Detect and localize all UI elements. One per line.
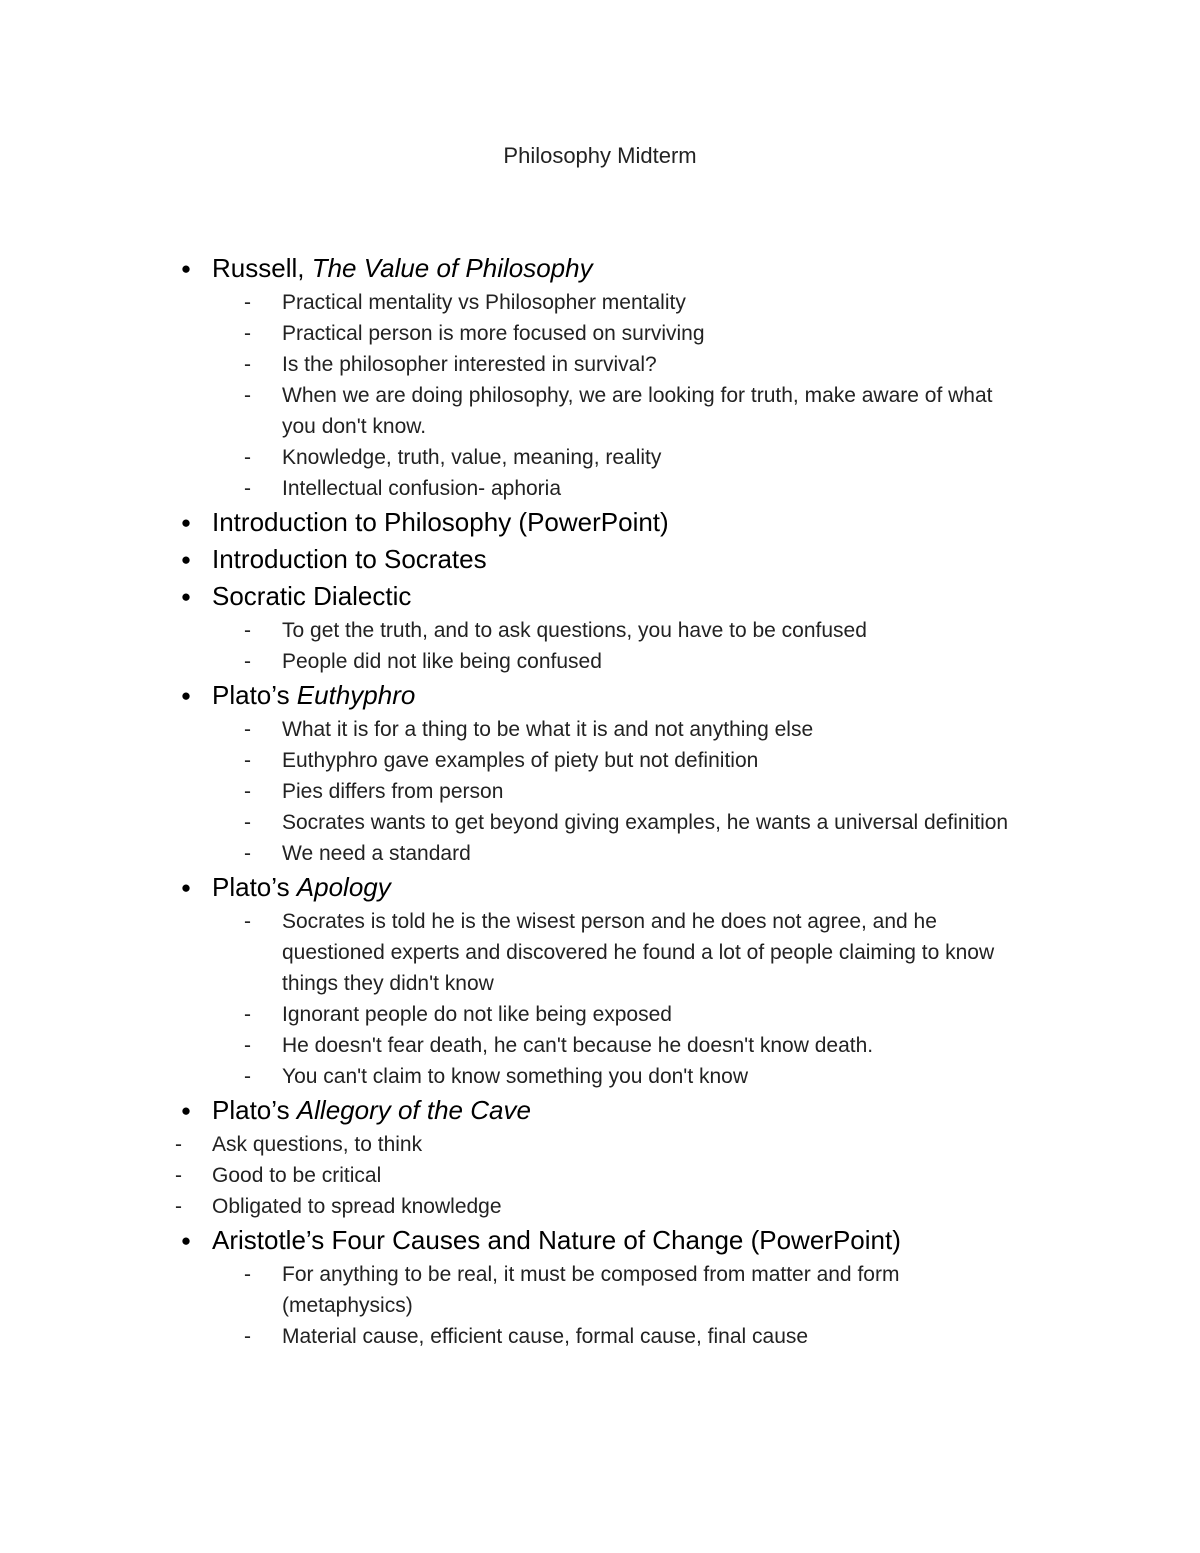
note-list bbox=[0, 1129, 1200, 1222]
section-heading bbox=[0, 578, 1200, 615]
bullet-icon: ● bbox=[180, 550, 192, 569]
dash-icon: - bbox=[244, 446, 251, 469]
dash-icon: - bbox=[244, 1325, 251, 1348]
note-item bbox=[0, 745, 1200, 776]
note-text: People did not like being confused bbox=[282, 650, 602, 673]
note-item bbox=[0, 1321, 1200, 1352]
note-text: Is the philosopher interested in survival? bbox=[282, 353, 657, 376]
note-item bbox=[0, 646, 1200, 677]
note-text: For anything to be real, it must be composed from matter and form (metaphysics) bbox=[282, 1263, 900, 1317]
dash-icon: - bbox=[244, 291, 251, 314]
outline-section bbox=[0, 677, 1200, 869]
outline-section bbox=[0, 504, 1200, 541]
note-text: Practical person is more focused on surviving bbox=[282, 322, 705, 345]
dash-icon: - bbox=[244, 718, 251, 741]
dash-icon: - bbox=[244, 811, 251, 834]
section-heading bbox=[0, 504, 1200, 541]
bullet-icon: ● bbox=[180, 878, 192, 897]
section-heading-text: Russell, bbox=[212, 253, 312, 283]
dash-icon: - bbox=[244, 322, 251, 345]
note-item bbox=[0, 615, 1200, 646]
dash-icon: - bbox=[244, 650, 251, 673]
dash-icon: - bbox=[244, 749, 251, 772]
dash-icon: - bbox=[244, 842, 251, 865]
note-text: Intellectual confusion- aphoria bbox=[282, 477, 562, 500]
note-item bbox=[0, 906, 1200, 999]
note-text: Socrates is told he is the wisest person and he does not agree, and he questioned experts and discovered he found a lot of people claiming to know things they didn't know bbox=[282, 910, 995, 995]
note-item bbox=[0, 1030, 1200, 1061]
note-text: Socrates wants to get beyond giving examples, he wants a universal definition bbox=[282, 811, 1009, 834]
section-heading bbox=[0, 869, 1200, 906]
note-list bbox=[0, 615, 1200, 677]
dash-icon: - bbox=[244, 619, 251, 642]
outline-section bbox=[0, 869, 1200, 1092]
dash-icon: - bbox=[175, 1164, 182, 1187]
note-text: Pies differs from person bbox=[282, 780, 504, 803]
dash-icon: - bbox=[244, 477, 251, 500]
section-heading-text: Plato’s bbox=[212, 680, 297, 710]
bullet-icon: ● bbox=[180, 259, 192, 278]
outline-section bbox=[0, 578, 1200, 677]
dash-icon: - bbox=[244, 910, 251, 933]
note-list bbox=[0, 906, 1200, 1092]
dash-icon: - bbox=[244, 1003, 251, 1026]
note-text: Obligated to spread knowledge bbox=[212, 1195, 502, 1218]
note-item bbox=[0, 380, 1200, 442]
note-item bbox=[0, 776, 1200, 807]
section-heading bbox=[0, 1092, 1200, 1129]
outline-list bbox=[0, 250, 1200, 1352]
dash-icon: - bbox=[244, 384, 251, 407]
note-item bbox=[0, 1160, 1200, 1191]
section-heading bbox=[0, 1222, 1200, 1259]
bullet-icon: ● bbox=[180, 1231, 192, 1250]
section-heading-work-title: The Value of Philosophy bbox=[311, 253, 593, 283]
note-item bbox=[0, 714, 1200, 745]
bullet-icon: ● bbox=[180, 1101, 192, 1120]
note-item bbox=[0, 349, 1200, 380]
bullet-icon: ● bbox=[180, 686, 192, 705]
bullet-icon: ● bbox=[180, 513, 192, 532]
note-list bbox=[0, 714, 1200, 869]
note-list bbox=[0, 287, 1200, 504]
section-heading bbox=[0, 677, 1200, 714]
section-heading-text: Introduction to Socrates bbox=[212, 544, 487, 574]
section-heading-text: Plato’s bbox=[212, 1095, 297, 1125]
note-text: Good to be critical bbox=[212, 1164, 382, 1187]
note-text: When we are doing philosophy, we are looking for truth, make aware of what you don't know. bbox=[282, 384, 993, 438]
section-heading-work-title: Allegory of the Cave bbox=[296, 1095, 531, 1125]
note-item bbox=[0, 1061, 1200, 1092]
dash-icon: - bbox=[244, 353, 251, 376]
section-heading-text: Aristotle’s Four Causes and Nature of Change (PowerPoint) bbox=[212, 1225, 901, 1255]
outline-section bbox=[0, 541, 1200, 578]
dash-icon: - bbox=[244, 1263, 251, 1286]
page-title: Philosophy Midterm bbox=[503, 143, 697, 168]
outline-section bbox=[0, 1222, 1200, 1352]
note-text: Material cause, efficient cause, formal cause, final cause bbox=[282, 1325, 809, 1348]
note-text: Knowledge, truth, value, meaning, reality bbox=[282, 446, 662, 469]
note-item bbox=[0, 999, 1200, 1030]
note-item bbox=[0, 1259, 1200, 1321]
section-heading-work-title: Euthyphro bbox=[296, 680, 416, 710]
dash-icon: - bbox=[244, 780, 251, 803]
outline-section bbox=[0, 1092, 1200, 1222]
note-item bbox=[0, 838, 1200, 869]
note-item bbox=[0, 287, 1200, 318]
note-item bbox=[0, 442, 1200, 473]
dash-icon: - bbox=[175, 1133, 182, 1156]
section-heading-text: Introduction to Philosophy (PowerPoint) bbox=[212, 507, 669, 537]
note-text: Ignorant people do not like being exposed bbox=[282, 1003, 672, 1026]
note-text: To get the truth, and to ask questions, you have to be confused bbox=[282, 619, 867, 642]
note-text: He doesn't fear death, he can't because he doesn't know death. bbox=[282, 1034, 874, 1057]
note-text: Euthyphro gave examples of piety but not definition bbox=[282, 749, 759, 772]
dash-icon: - bbox=[244, 1065, 251, 1088]
bullet-icon: ● bbox=[180, 587, 192, 606]
note-item bbox=[0, 473, 1200, 504]
section-heading bbox=[0, 541, 1200, 578]
note-text: What it is for a thing to be what it is and not anything else bbox=[282, 718, 814, 741]
note-text: You can't claim to know something you don't know bbox=[282, 1065, 749, 1088]
note-item bbox=[0, 318, 1200, 349]
outline-section bbox=[0, 250, 1200, 504]
dash-icon: - bbox=[175, 1195, 182, 1218]
section-heading-work-title: Apology bbox=[296, 872, 391, 902]
note-list bbox=[0, 1259, 1200, 1352]
note-text: We need a standard bbox=[282, 842, 471, 865]
note-item bbox=[0, 807, 1200, 838]
note-item bbox=[0, 1191, 1200, 1222]
section-heading bbox=[0, 250, 1200, 287]
section-heading-text: Plato’s bbox=[212, 872, 297, 902]
note-text: Practical mentality vs Philosopher mentality bbox=[282, 291, 686, 314]
note-item bbox=[0, 1129, 1200, 1160]
dash-icon: - bbox=[244, 1034, 251, 1057]
section-heading-text: Socratic Dialectic bbox=[212, 581, 412, 611]
note-text: Ask questions, to think bbox=[212, 1133, 423, 1156]
